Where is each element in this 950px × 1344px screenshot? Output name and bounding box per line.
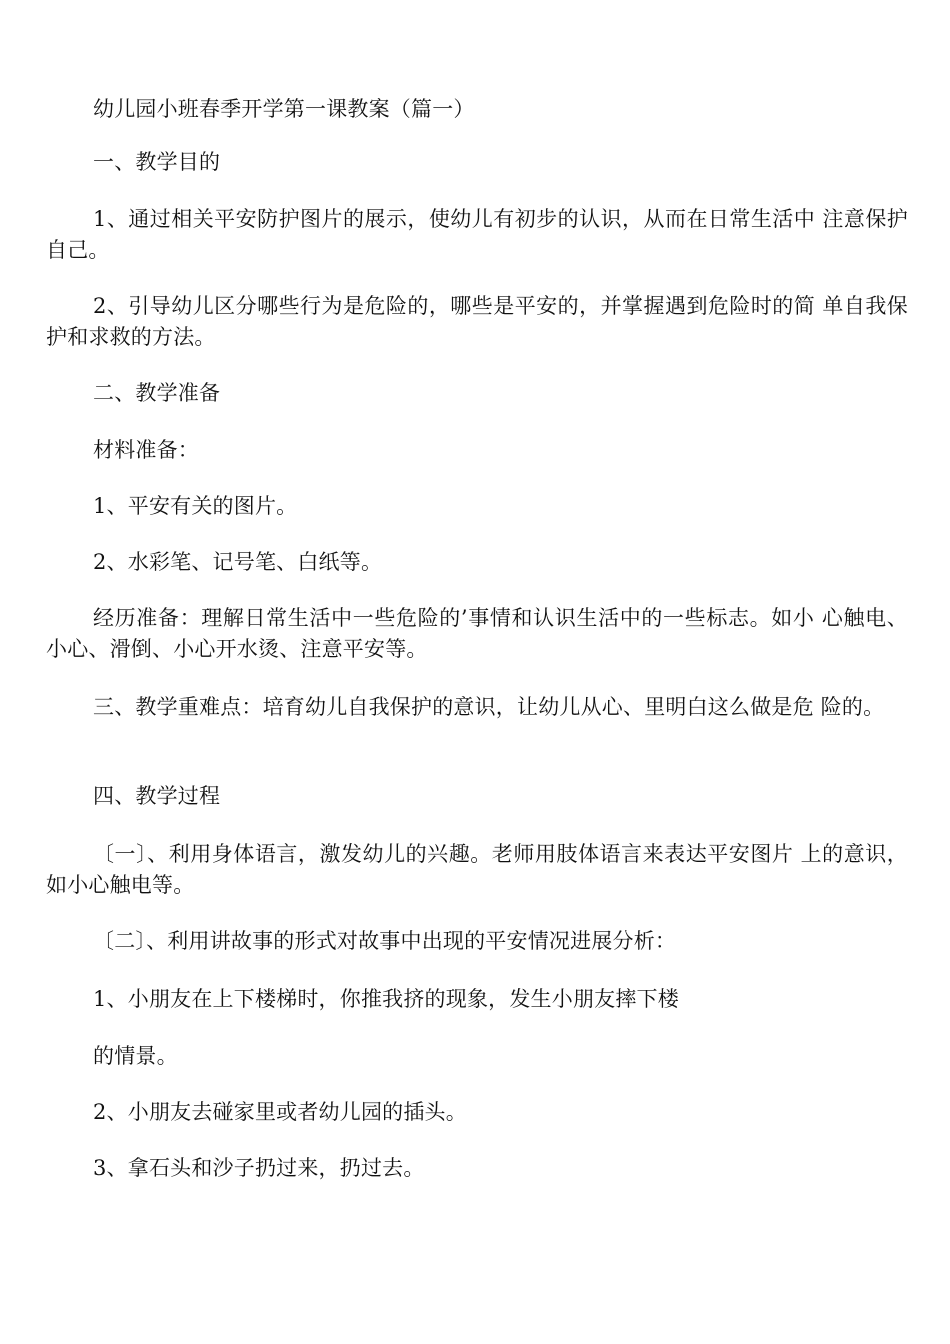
story-item-2: 2、小朋友去碰家里或者幼儿园的插头。 xyxy=(93,1100,467,1124)
section-heading-preparation: 二、教学准备 xyxy=(93,381,221,405)
process-step-1: 〔一〕、利用身体语言，激发幼儿的兴趣。老师用肢体语言来表达平安图片 上的意识，如小心触电等。 xyxy=(46,842,908,897)
goal-item-1: 1、通过相关平安防护图片的展示，使幼儿有初步的认识，从而在日常生活中 注意保护自己。 xyxy=(46,207,908,262)
section-heading-goals: 一、教学目的 xyxy=(93,150,221,174)
goal-item-2: 2、引导幼儿区分哪些行为是危险的，哪些是平安的，并掌握遇到危险时的简 单自我保护和求救的方法。 xyxy=(46,294,908,349)
story-item-1-continued: 的情景。 xyxy=(93,1044,178,1068)
story-item-1: 1、小朋友在上下楼梯时，你推我挤的现象，发生小朋友摔下楼 xyxy=(93,987,679,1011)
process-step-2: 〔二〕、利用讲故事的形式对故事中出现的平安情况进展分析： xyxy=(93,929,677,953)
section-heading-process: 四、教学过程 xyxy=(93,784,221,808)
material-item-2: 2、水彩笔、记号笔、白纸等。 xyxy=(93,550,383,574)
document-title: 幼儿园小班春季开学第一课教案（篇一） xyxy=(93,97,475,121)
experience-preparation: 经历准备：理解日常生活中一些危险的’事情和认识生活中的一些标志。如小 心触电、小心、滑倒、小心开水烫、注意平安等。 xyxy=(46,606,908,661)
section-key-points: 三、教学重难点：培育幼儿自我保护的意识，让幼儿从心、里明白这么做是危 险的。 xyxy=(93,695,885,719)
materials-heading: 材料准备： xyxy=(93,438,199,462)
material-item-1: 1、平安有关的图片。 xyxy=(93,494,298,518)
story-item-3: 3、拿石头和沙子扔过来，扔过去。 xyxy=(93,1156,425,1180)
